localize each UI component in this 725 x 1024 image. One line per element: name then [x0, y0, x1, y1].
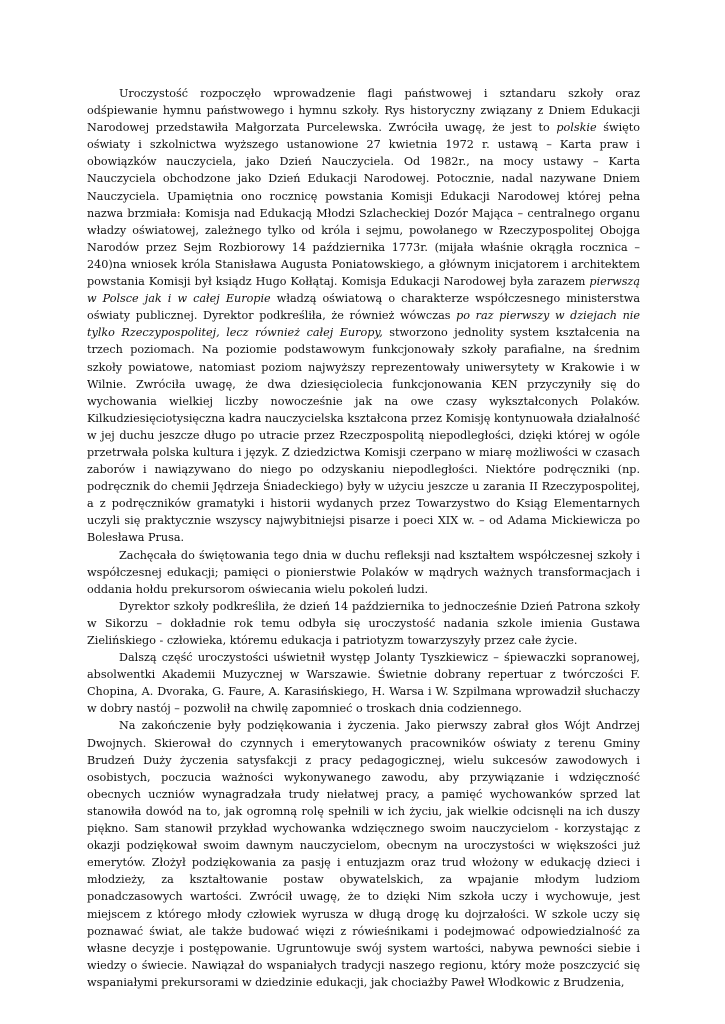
paragraph-1-text-1: Uroczystość rozpoczęło wprowadzenie flagi państwowej i sztandaru szkoły oraz odśpiewanie hymnu państwowego i hymnu szkoły. Rys historyczny związany z Dniem Edukacji Narodowej przedstawiła Małgorzata Purcelewska. Zwróciła uwagę, że jest to — [87, 87, 640, 135]
paragraph-4 — [87, 649, 640, 717]
paragraph-1 — [87, 85, 640, 547]
paragraph-1-italic-1: polskie — [556, 121, 597, 135]
paragraph-4-text: Dalszą część uroczystości uświetnił występ Jolanty Tyszkiewicz – śpiewaczki sopranowej, absolwentki Akademii Muzycznej w Warszawie. Świetnie dobrany repertuar z twórczości F. Chopina, A. Dvoraka, G. Faure, A. Karasińskiego, H. Warsa i W. Szpilmana wprowadził słuchaczy w dobry nastój – pozwolił na chwilę zapomnieć o troskach dnia codziennego. — [87, 651, 640, 716]
paragraph-2 — [87, 547, 640, 598]
paragraph-5 — [87, 717, 640, 991]
paragraph-3 — [87, 598, 640, 649]
paragraph-3-text: Dyrektor szkoły podkreśliła, że dzień 14 października to jednocześnie Dzień Patrona szkoły w Sikorzu – dokładnie rok temu odbyła się uroczystość nadania szkole imienia Gustawa Zielińskiego - człowieka, któremu edukacja i patriotyzm towarzyszyły przez całe życie. — [87, 599, 640, 647]
paragraph-1-text-4: stworzono jednolity system kształcenia na trzech poziomach. Na poziomie podstawowym funkcjonowały szkoły parafialne, na średnim szkoły powiatowe, natomiast poziom najwyższy reprezentowały uniwersytety w Krakowie i w Wilnie. Zwróciła uwagę, że dwa dziesięciolecia funkcjonowania KEN przyczyniły się do wychowania wielkiej liczby nowocześnie jak na owe czasy wykształconych Polaków. Kilkudziesięciotysięczna kadra nauczycielska kształcona przez Komisję kontynuowała działalność w jej duchu jeszcze długo po utracie przez Rzeczpospolitą niepodległości, dzięki której w ogóle przetrwała polska kultura i język. Z dziedzictwa Komisji czerpano w miarę możliwości w czasach zaborów i nawiązywano do niego po odzyskaniu niepodległości. Niektóre podręczniki (np. podręcznik do chemii Jędrzeja Śniadeckiego) były w użyciu jeszcze u zarania II Rzeczypospolitej, a z podręczników gramatyki i historii wydanych przez Towarzystwo do Ksiąg Elementarnych uczyli się praktycznie wszyscy najwybitniejsi pisarze i poeci XIX w. – od Adama Mickiewicza po Bolesława Prusa. — [87, 326, 640, 545]
paragraph-2-text: Zachęcała do świętowania tego dnia w duchu refleksji nad kształtem współczesnej szkoły i współczesnej edukacji; pamięci o pionierstwie Polaków w mądrych ważnych transformacjach i oddania hołdu prekursorom oświecania wielu pokoleń ludzi. — [87, 548, 640, 596]
paragraph-5-text: Na zakończenie były podziękowania i życzenia. Jako pierwszy zabrał głos Wójt Andrzej Dwojnych. Skierował do czynnych i emerytowanych pracowników oświaty z terenu Gminy Brudzeń Duży życzenia satysfakcji z pracy pedagogicznej, wielu sukcesów zawodowych i osobistych, poczucia ważności wykonywanego zawodu, aby przywiązanie i wdzięczność obecnych uczniów wynagradzała trudy niełatwej pracy, a pamięć wychowanków sprzed lat stanowiła dowód na to, jak ogromną rolę spełnili w ich życiu, jak wielkie odcisnęli na ich duszy piękno. Sam stanowił przykład wychowanka wdzięcznego swoim nauczycielom - korzystając z okazji podziękował swoim dawnym nauczycielom, obecnym na uroczystości w większości już emerytów. Złożył podziękowania za pasję i entuzjazm oraz trud włożony w edukację dzieci i młodzieży, za kształtowanie postaw obywatelskich, za wpajanie młodym ludziom ponadczasowych wartości. Zwrócił uwagę, że to dzięki Nim szkoła uczy i wychowuje, jest miejscem z którego młody człowiek wyrusza w długą drogę ku dojrzałości. W szkole uczy się poznawać świat, ale także budować więzi z rówieśnikami i podejmować odpowiedzialność za własne decyzje i postępowanie. Ugruntowuje swój system wartości, nabywa pewności siebie i wiedzy o świecie. Nawiązał do wspaniałych tradycji naszego regionu, który może poszczycić się wspaniałymi prekursorami w dziedzinie edukacji, jak chociażby Paweł Włodkowic z Brudzenia, — [87, 719, 640, 989]
paragraph-1-text-2: święto oświaty i szkolnictwa wyższego ustanowione 27 kwietnia 1972 r. ustawą – Karta praw i obowiązków nauczyciela, jako Dzień Nauczyciela. Od 1982r., na mocy ustawy – Karta Nauczyciela obchodzone jako Dzień Edukacji Narodowej. Potocznie, nadal nazywane Dniem Nauczyciela. Upamiętnia ono rocznicę powstania Komisji Edukacji Narodowej której pełna nazwa brzmiała: Komisja nad Edukacją Młodzi Szlacheckiej Dozór Mająca – centralnego organu władzy oświatowej, zależnego tylko od króla i sejmu, powołanego w Rzeczypospolitej Obojga Narodów przez Sejm Rozbiorowy 14 października 1773r. (mijała właśnie okrągła rocznica – 240)na wniosek króla Stanisława Augusta Poniatowskiego, a głównym inicjatorem i architektem powstania Komisji był ksiądz Hugo Kołłątaj. Komisja Edukacji Narodowej była zarazem — [87, 121, 640, 289]
paragraph-1-italic-2: pierwszą w Polsce jak i w całej Europie — [87, 275, 640, 306]
document-body — [87, 85, 640, 991]
paragraph-1-italic-3: po raz pierwszy w dziejach nie tylko Rzeczypospolitej, lecz również całej Europy, — [87, 309, 640, 340]
paragraph-1-text-3: władzą oświatową o charakterze współczesnego ministerstwa oświaty publicznej. Dyrektor podkreśliła, że również wówczas — [87, 292, 640, 323]
